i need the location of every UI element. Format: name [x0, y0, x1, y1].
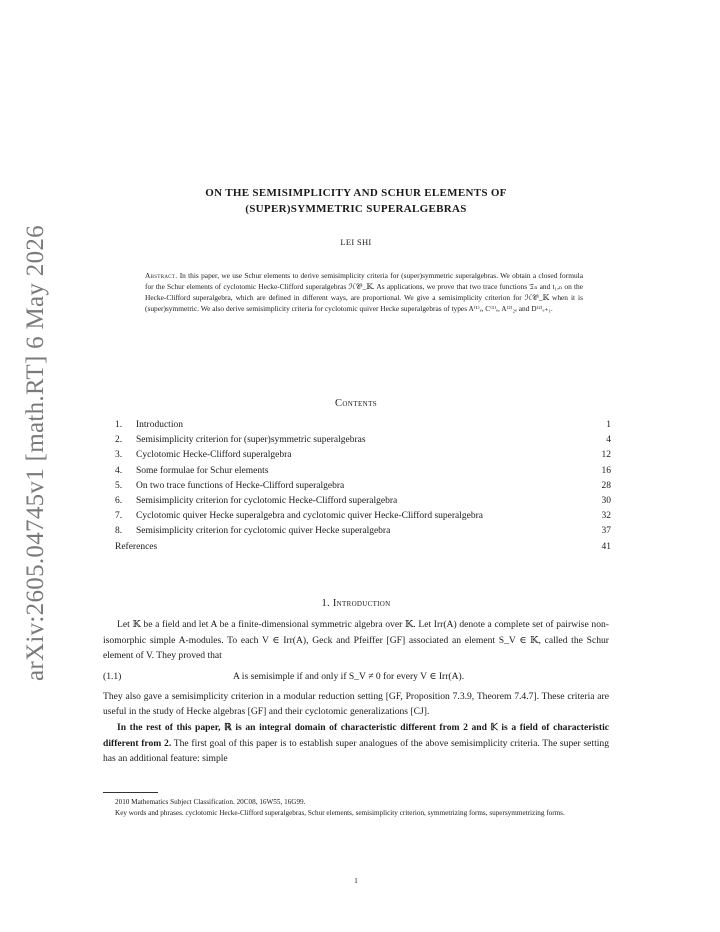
paragraph: Let 𝕂 be a field and let A be a finite-dimensional symmetric algebra over 𝕂. Let Irr(A) denote a complete set of pairwise non-isomorphic simple A-modules. To each V ∈ Irr(A), Geck and Pfeiffer [GF] associated an element S_V ∈ 𝕂, called the Schur element of V. They proved that	[103, 619, 609, 662]
title-line-1: ON THE SEMISIMPLICITY AND SCHUR ELEMENTS OF	[205, 187, 507, 199]
equation-1-1	[103, 667, 609, 687]
equation-text: A is semisimple if and only if S_V ≠ 0 for every V ∈ Irr(A).	[233, 670, 465, 682]
toc-item-title: Cyclotomic quiver Hecke superalgebra and cyclotomic quiver Hecke-Clifford superalgebra	[136, 511, 483, 522]
paragraph: They also gave a semisimplicity criterion in a modular reduction setting [GF, Proposition 7.3.9, Theorem 7.4.7]. These criteria are useful in the study of Hecke algebras [GF] and their cyclotomic generalizations [CJ].	[103, 690, 609, 718]
toc-item-number: 8.	[115, 526, 123, 537]
toc-item[interactable]	[115, 433, 611, 448]
paragraph	[103, 720, 609, 767]
toc-item-page: 1	[606, 420, 611, 430]
author-name: LEI SHI	[340, 237, 372, 247]
toc-item-title: Semisimplicity criterion for cyclotomic Hecke-Clifford superalgebra	[136, 495, 398, 506]
toc-item-title: Semisimplicity criterion for cyclotomic quiver Hecke superalgebra	[136, 526, 391, 537]
toc-item-number: 6.	[115, 495, 123, 506]
toc-item-page: 30	[601, 495, 611, 506]
toc-item[interactable]	[115, 464, 611, 479]
toc-item-page: 12	[601, 450, 611, 461]
toc-item[interactable]	[115, 448, 611, 463]
toc-item-title: Some formulae for Schur elements	[136, 465, 269, 476]
toc-item-title: Semisimplicity criterion for (super)symmetric superalgebras	[136, 435, 366, 446]
page-number: 1	[354, 876, 358, 885]
title-line-2: (SUPER)SYMMETRIC SUPERALGEBRAS	[245, 203, 467, 215]
arxiv-identifier-stamp	[18, 225, 54, 681]
abstract-text: In this paper, we use Schur elements to derive semisimplicity criteria for (super)symmetric superalgebras. We obtain a closed formula for the Schur elements of cyclotomic Hecke-Clifford superalgebras ℋ𝒞ᶠ_𝕂. As applications, we prove that two trace functions 𝔗ₙ and t₁,ₙ on the Hecke-Clifford superalgebra, which are defined in different ways, are proportional. We give a semisimplicity criterion for ℋ𝒞ᶠ_𝕂 when it is (super)symmetric. We also derive semisimplicity criteria for cyclotomic quiver Hecke superalgebras of types A⁽¹⁾ₑ, C⁽¹⁾ₑ, A⁽²⁾₂ₑ and D⁽²⁾ₑ₊₁.	[145, 271, 583, 313]
toc-item-page: 41	[601, 541, 611, 552]
toc-item-number: 4.	[115, 465, 123, 476]
toc-item[interactable]	[115, 494, 611, 509]
paper-title	[100, 185, 612, 217]
toc-item[interactable]	[115, 524, 611, 539]
contents-heading: Contents	[334, 398, 378, 409]
abstract-label: Abstract.	[145, 271, 178, 280]
toc-item-page: 28	[601, 480, 611, 491]
toc-item-number: 1.	[115, 420, 123, 430]
toc-item-title: References	[115, 541, 158, 552]
abstract	[145, 270, 583, 314]
toc-item-page: 16	[601, 465, 611, 476]
table-of-contents	[115, 418, 611, 555]
toc-item-number: 2.	[115, 435, 123, 446]
keywords-footnote: Key words and phrases. cyclotomic Hecke-Clifford superalgebras, Schur elements, semisimplicity criterion, symmetrizing forms, supersymmetrizing forms.	[115, 809, 565, 817]
equation-label: (1.1)	[103, 670, 122, 682]
msc-footnote: 2010 Mathematics Subject Classification. 20C08, 16W55, 16G99.	[115, 798, 306, 806]
toc-item-title: Cyclotomic Hecke-Clifford superalgebra	[136, 450, 292, 461]
arxiv-identifier-text: arXiv:2605.04745v1 [math.RT] 6 May 2026	[22, 225, 50, 681]
paragraph-continuation: The first goal of this paper is to establish super analogues of the above semisimplicity criteria. The super setting has an additional feature: simple	[103, 737, 609, 765]
toc-item[interactable]	[115, 540, 611, 555]
toc-item[interactable]	[115, 509, 611, 524]
toc-item-title: On two trace functions of Hecke-Clifford superalgebra	[136, 480, 345, 491]
toc-item-page: 4	[606, 435, 611, 446]
introduction-body	[103, 617, 609, 767]
toc-item-number: 3.	[115, 450, 123, 461]
section-heading-text: 1. Introduction	[321, 598, 391, 609]
toc-item-page: 32	[601, 511, 611, 522]
toc-item-number: 7.	[115, 511, 123, 522]
footnote-divider	[103, 792, 158, 793]
toc-item-number: 5.	[115, 480, 123, 491]
bold-assumption-text: In the rest of this paper, ℝ is an integral domain of characteristic different from 2 and 𝕂 is a field of characteristic different from 2.	[103, 721, 609, 749]
toc-item[interactable]	[115, 418, 611, 433]
section-heading-introduction	[100, 598, 612, 609]
toc-item-page: 37	[601, 526, 611, 537]
toc-item-title: Introduction	[136, 420, 183, 430]
footnotes	[103, 797, 609, 819]
toc-item[interactable]	[115, 479, 611, 494]
